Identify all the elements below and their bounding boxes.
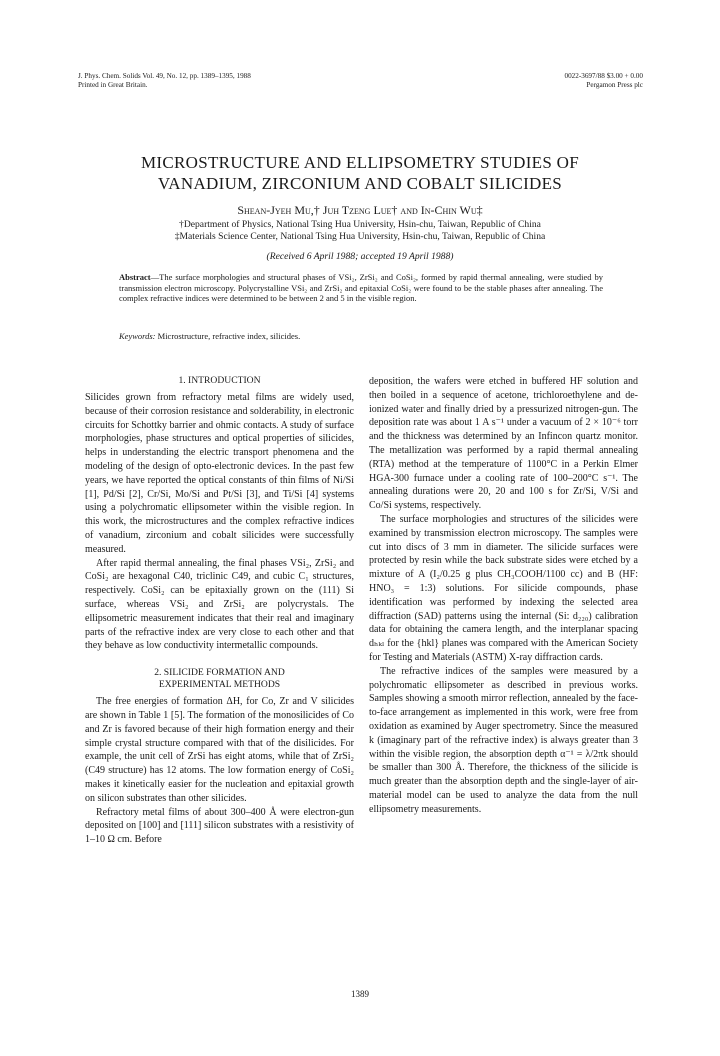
- abstract-label: Abstract: [119, 272, 151, 282]
- title-line-2: VANADIUM, ZIRCONIUM AND COBALT SILICIDES: [157, 174, 563, 193]
- section-2-heading-line-2: EXPERIMENTAL METHODS: [158, 679, 281, 691]
- affiliation-2: ‡Materials Science Center, National Tsing Hua University, Hsin-chu, Taiwan, Republic of China: [174, 231, 546, 242]
- right-column: [369, 375, 638, 817]
- abstract: [119, 272, 603, 304]
- paper-title: [60, 152, 660, 194]
- keywords-label: Keywords:: [119, 331, 156, 341]
- intro-paragraph-2: After rapid thermal annealing, the final phases VSi₂, ZrSi₂ and CoSi₂ are hexagonal C40, triclinic C49, and cubic C₁ structures, respectively. CoSi₂ can be epitaxially grown on the (111) Si surface, whereas VSi₂ and ZrSi₂ are polycrystals. The ellipsometric measurement indicates that their real and imaginary parts of the refractive index are very close to each other and that they behave as low conductivity intermetallic compounds.: [85, 557, 354, 652]
- methods-paragraph-tem: The surface morphologies and structures of the silicides were examined by transmission electron microscopy. The samples were cut into discs of 3 mm in diameter. The silicide surfaces were protected by resin while the back substrate sides were etched by a mixture of A (I₂/0.25 g plus CH₃COOH/1100 cc) and B (HF: HNO₃ = 1:3) solutions. For silicide compounds, phase identification was performed by indexing the selected area diffraction (SAD) patterns using the internal (Si: d₂₂₀) calibration data for obtaining the camera length, and the interplanar spacing dₕₖₗ for the {hkl} planes was compared with the American Society for Testing and Materials (ASTM) X-ray diffraction cards.: [369, 513, 638, 663]
- page-number: 1389: [351, 989, 369, 999]
- section-2-heading-line-1: 2. SILICIDE FORMATION AND: [154, 667, 285, 679]
- received-dates: (Received 6 April 1988; accepted 19 April 1988): [266, 251, 454, 262]
- journal-line-1: J. Phys. Chem. Solids Vol. 49, No. 12, pp. 1389–1395, 1988: [78, 72, 251, 80]
- issn-price: 0022-3697/88 $3.00 + 0.00: [564, 72, 643, 80]
- methods-paragraph-ellipsometry: The refractive indices of the samples were measured by a polychromatic ellipsometer as described in previous works. Samples showing a smooth mirror reflection, annealed by the face-to-face arrangement as implemented in this work, were free from oxidation as examined by Auger spectrometry. Since the measured k (imaginary part of the refractive index) is always greater than 3 within the visible region, the absorption depth α⁻¹ = λ/2πk should be smaller than 300 Å. Therefore, the thickness of the silicide is much greater than the absorption depth and the single-layer of air-material model can be used to analyze the data from the null ellipsometry measurements.: [369, 665, 638, 815]
- keywords: [119, 331, 603, 342]
- publisher-info: [564, 72, 643, 90]
- keywords-text: Microstructure, refractive index, silicides.: [155, 331, 301, 341]
- author-list: Shean-Jyeh Mu,† Juh Tzeng Lue† and In-Chin Wu‡: [237, 203, 483, 217]
- section-2-paragraph-1: The free energies of formation ΔH, for Co, Zr and V silicides are shown in Table 1 [5]. The formation of the monosilicides of Co and Zr is favored because of their high formation energy and their simple crystal structure compared with that of the disilicides. For example, the unit cell of ZrSi has eight atoms, while that of ZrSi₂ (C49 structure) has 12 atoms. The low formation energy of CoSi₂ makes it kinetically easier for the nucleation and epitaxial growth on silicon substrates than other silicides.: [85, 696, 354, 804]
- methods-paragraph-deposition: deposition, the wafers were etched in buffered HF solution and then boiled in a sequence of acetone, trichloroethylene and de-ionized water and finally dried by a pressurized nitrogen-gun. The deposition rate was about 1 A s⁻¹ under a vacuum of 2 × 10⁻⁶ torr and the thickness was determined by an Infincon quartz monitor. The metallization was performed by a rapid thermal annealing (RTA) method at the temperature of 1100°C in a Perkin Elmer HGA-300 furnace under a cooling rate of 100–200°C s⁻¹. The annealing durations were 20, 20 and 100 s for Zr/Si, V/Si and Co/Si systems, respectively.: [369, 376, 638, 512]
- journal-citation: [78, 72, 251, 90]
- affiliation-1: †Department of Physics, National Tsing Hua University, Hsin-chu, Taiwan, Republic of China: [179, 219, 541, 230]
- abstract-text: —The surface morphologies and structural phases of VSi₂, ZrSi₂ and CoSi₂, formed by rapid thermal annealing, were studied by transmission electron microscopy. Polycrystalline VSi₂ and ZrSi₂ and epitaxial CoSi₂ were found to be the stable phases after annealing. The complex refractive indices were determined to be between 2 and 5 in the visible region.: [119, 272, 603, 304]
- left-column: [85, 375, 354, 847]
- journal-line-2: Printed in Great Britain.: [78, 81, 148, 89]
- publisher-name: Pergamon Press plc: [586, 81, 643, 89]
- section-heading-silicide-formation: [85, 667, 354, 691]
- section-heading-introduction: 1. INTRODUCTION: [178, 375, 261, 386]
- intro-paragraph-1: Silicides grown from refractory metal films are widely used, because of their corrosion resistance and solderability, in electronic circuits for Schottky barrier and ohmic contacts. A study of surface morphologies, phase structures and optical properties of silicides, helps in understanding the electric transport phenomena and the modeling of the design of opto-electronic devices. In the past few years, we have reported the optical constants of thin films of Ni/Si [1], Pd/Si [2], Cr/Si, Mo/Si and Pt/Si [3], and Ti/Si [4] systems using a polychromatic ellipsometer within the visible region. In this work, the microstructures and the complex refractive indices of vanadium, zirconium and cobalt silicides were successfully measured.: [85, 392, 354, 555]
- section-2-paragraph-2: Refractory metal films of about 300–400 Å were electron-gun deposited on [100] and [111] silicon substrates with a resistivity of 1–10 Ω cm. Before: [85, 806, 354, 846]
- title-line-1: MICROSTRUCTURE AND ELLIPSOMETRY STUDIES OF: [141, 153, 579, 172]
- affiliations: [60, 219, 660, 243]
